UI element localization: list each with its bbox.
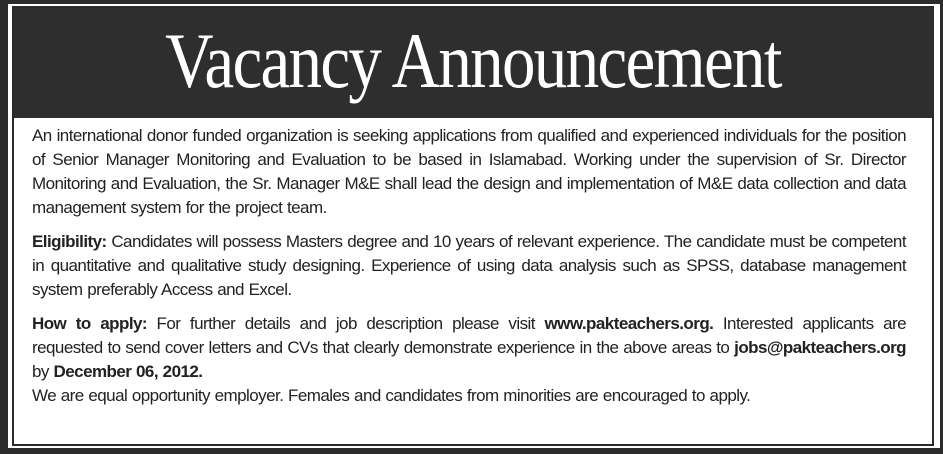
apply-text: by — [32, 362, 54, 381]
apply-text: Interested applicants are requested to send cover letters and CVs that clearly demonstrate experience in the above areas to — [32, 314, 907, 357]
page-title: Vacancy Announcement — [165, 17, 781, 104]
email-link[interactable]: jobs@pakteachers.org — [734, 338, 906, 357]
eligibility-label: Eligibility: — [32, 232, 107, 251]
apply-text: For further details and job description please visit — [147, 314, 545, 333]
how-to-apply-paragraph — [32, 312, 906, 384]
website-link[interactable]: www.pakteachers.org. — [544, 314, 714, 333]
eligibility-paragraph — [32, 230, 906, 302]
title-banner — [14, 8, 932, 118]
intro-paragraph: An international donor funded organization is seeking applications from qualified and experienced individuals for the position of Senior Manager Monitoring and Evaluation to be based in Islamabad. Working under the supervision of Sr. Director Monitoring and Evaluation, the Sr. Manager M&E shall lead the design and implementation of M&E data collection and data management system for the project team. — [32, 126, 906, 217]
how-to-apply-label: How to apply: — [32, 314, 148, 333]
deadline: December 06, 2012. — [53, 362, 203, 381]
eligibility-text: Candidates will possess Masters degree and 10 years of relevant experience. The candidate must be competent in quantitative and qualitative study designing. Experience of using data analysis such as SPSS, database management system preferably Access and Excel. — [32, 232, 906, 299]
announcement-body — [32, 124, 906, 408]
closing-paragraph: We are equal opportunity employer. Females and candidates from minorities are encouraged to apply. — [32, 386, 751, 405]
